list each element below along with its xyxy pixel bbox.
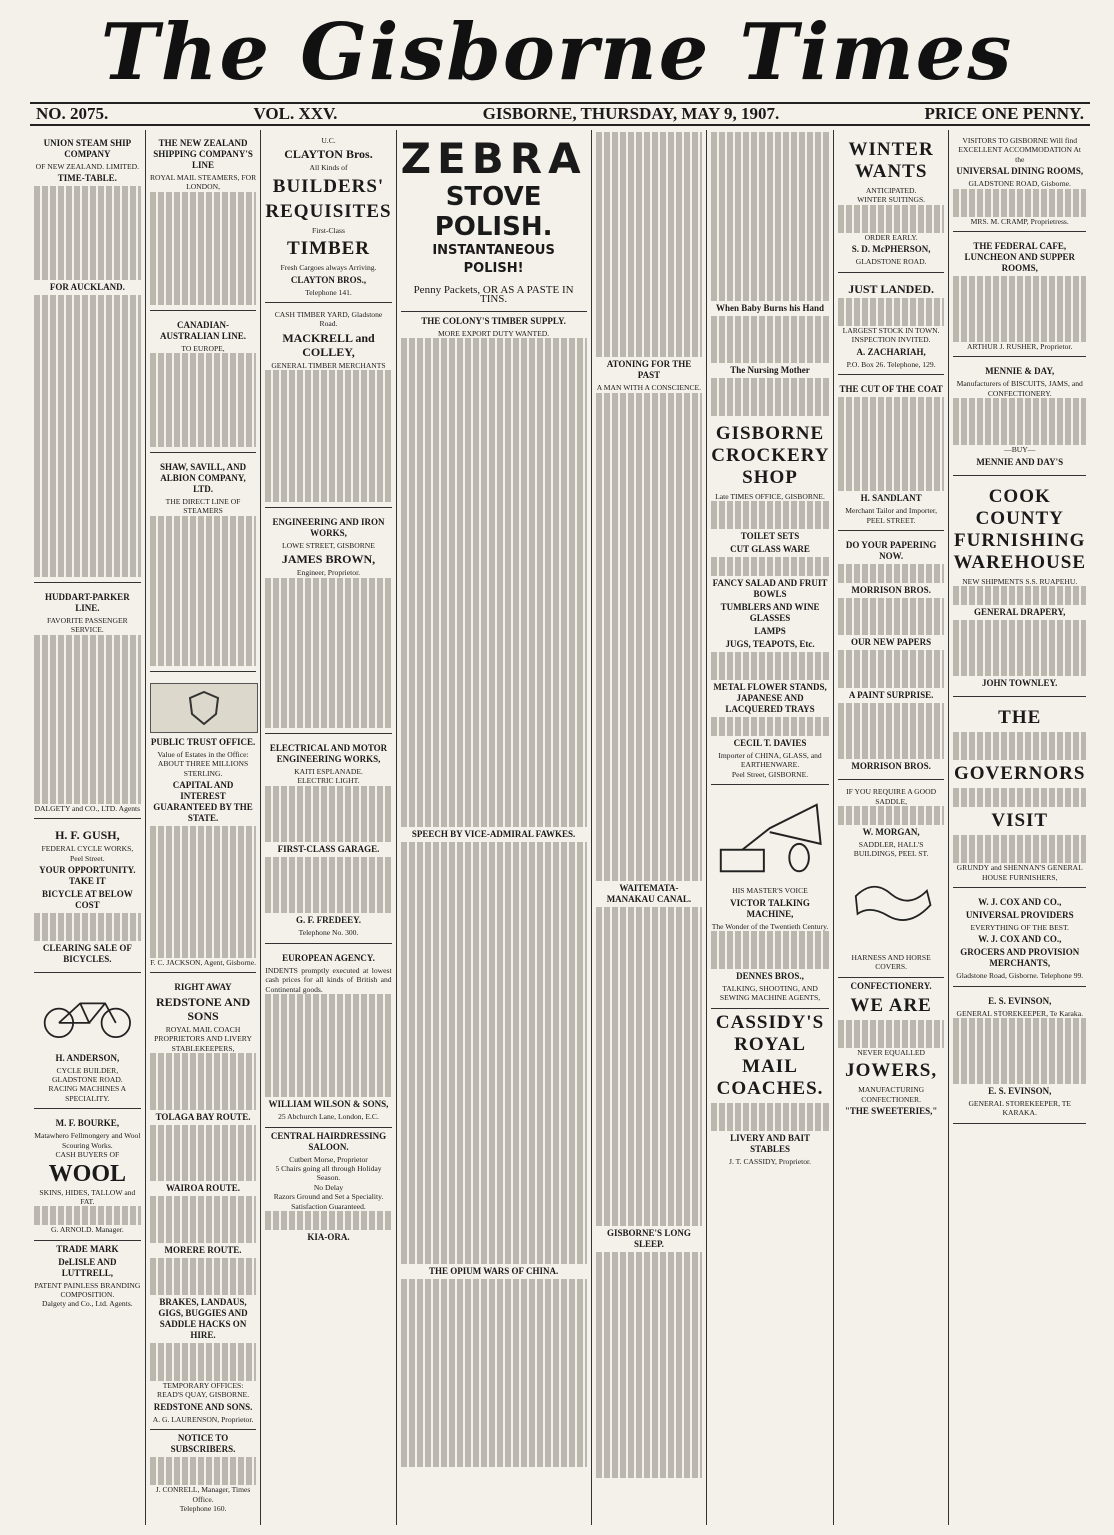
filler-text [838,650,945,688]
auckland-heading: FOR AUCKLAND. [49,282,125,293]
toilet-sets: TOILET SETS [740,531,800,542]
filler-text [711,652,828,680]
long-sleep-heading: GISBORNE'S LONG SLEEP. [607,1228,691,1250]
cox-ad [953,891,1086,987]
cox-name: W. J. COX AND CO., [978,896,1062,907]
column-1 [30,130,146,1525]
filler-text [150,826,257,957]
winter-wants-ad [838,132,945,273]
evinson-sub-2: GENERAL STOREKEEPER, TE KARAKA. [968,1098,1072,1118]
filler-text [838,205,945,233]
mennie-sign: MENNIE AND DAY'S [976,456,1064,467]
nz-shipping-ad [150,132,257,311]
filler-text [838,1020,945,1048]
evinson-name-2: E. S. EVINSON, [988,1085,1052,1096]
brakes: BRAKES, LANDAUS, GIGS, BUGGIES AND SADDLE HACKS ON HIRE. [158,1297,248,1341]
baby-heading: When Baby Burns his Hand [716,303,825,314]
timber-supply-sub: MORE EXPORT DUTY WANTED. [437,328,550,338]
we-are: WE ARE [850,994,932,1016]
governors: GOVERNORS [954,763,1086,785]
filler-text [953,835,1086,863]
wool-sub: SKINS, HIDES, TALLOW and FAT. [39,1187,136,1206]
delisle-name: DeLISLE AND LUTTRELL, [58,1256,117,1278]
filler-text [953,732,1086,760]
cox-name-2: W. J. COX AND CO., [978,934,1062,945]
fancy-salad: FANCY SALAD AND FRUIT BOWLS [712,577,828,599]
zebra-ad [401,132,587,312]
article-text [401,1279,587,1467]
penny-packets: Penny Packets, OR AS A PASTE IN TINS. [413,284,574,306]
saddle-icon [838,865,945,945]
newspaper-title: The Gisborne Times [100,7,1014,98]
filler-text [711,1103,828,1131]
harness: HARNESS AND HORSE COVERS. [851,952,931,972]
saddle: IF YOU REQUIRE A GOOD SADDLE, [846,787,937,806]
universal-dining-ad [953,132,1086,232]
evinson-sub: GENERAL STOREKEEPER, Te Karaka. [956,1008,1083,1018]
filler-text [150,1125,257,1181]
filler-text [711,931,828,969]
filler-text [34,913,141,941]
volume-number: VOL. XXV. [253,104,338,123]
atoning-heading: ATONING FOR THE PAST [606,359,692,381]
sandlant-name: H. SANDLANT [860,493,922,504]
favorite-service: FAVORITE PASSENGER SERVICE. [47,616,128,635]
column-8 [949,130,1090,1525]
huddart-parker-ad [34,586,141,819]
hairdressing-ad [265,1131,391,1243]
filler-text [34,186,141,280]
filler-text [34,295,141,577]
victor-ad [711,788,828,1009]
mennie-sub: Manufacturers of BISCUITS, JAMS, and CONFECTIONERY. [956,379,1083,398]
jowers-name: JOWERS, [845,1060,938,1082]
notice-ad [150,1433,257,1513]
zebra-title: ZEBRA [400,134,587,183]
sandlant-ad [838,378,945,531]
mennie-ad [953,360,1086,475]
dalgety-agents: Dalgety and Co., Ltd. Agents. [42,1299,133,1309]
masthead [0,0,1114,100]
electrical-heading: ELECTRICAL AND MOTOR ENGINEERING WORKS, [269,742,388,764]
issue-number: NO. 2075. [36,104,109,123]
crockery-heading: GISBORNE CROCKERY SHOP [711,422,830,488]
cassidy-sign: J. T. CASSIDY, Proprietor. [728,1156,812,1166]
gush-sub: FEDERAL CYCLE WORKS, Peel Street. [41,844,134,863]
cash-yard: CASH TIMBER YARD, Gladstone Road. [274,310,383,329]
federal-name: THE FEDERAL CAFE, LUNCHEON AND SUPPER ROOMS, [964,241,1075,274]
cramp: MRS. M. CRAMP, Proprietress. [970,216,1069,226]
crest-icon [150,683,259,733]
governors-ad [953,700,1086,888]
clearing-sale: CLEARING SALE OF BICYCLES. [42,943,132,965]
buy: —BUY— [1004,445,1036,455]
hairdressing-heading: CENTRAL HAIRDRESSING SALOON. [270,1130,387,1152]
article-text [711,378,828,416]
filler-text [838,564,945,583]
article-text [596,393,703,881]
dennes-name: DENNES BROS., [736,970,804,981]
winter-suitings: WINTER SUITINGS. [857,195,926,205]
times-telephone: Telephone 160. [179,1504,227,1514]
brown-sub: Engineer, Proprietor. [296,568,361,578]
jowers-ad [838,981,945,1117]
drapery: GENERAL DRAPERY, [974,606,1066,617]
townley: JOHN TOWNLEY. [982,678,1058,689]
right-away: RIGHT AWAY [174,981,232,992]
universal-sub: GLADSTONE ROAD, Gisborne. [968,179,1071,189]
kia-ora: KIA-ORA. [307,1231,350,1242]
article-text [596,132,703,357]
clayton-name: CLAYTON Bros. [284,147,373,162]
filler-text [953,788,1086,807]
trust-heading: PUBLIC TRUST OFFICE. [150,736,256,747]
temporary-offices: TEMPORARY OFFICES: READ'S QUAY, GISBORNE. [157,1380,250,1400]
trademark: TRADE MARK [56,1243,119,1254]
canadian-australian-ad [150,314,257,453]
filler-text [150,1258,257,1296]
wairoa-route: WAIROA ROUTE. [166,1182,241,1193]
brown-name: JAMES BROWN, [281,552,376,567]
morrison-sign: MORRISON BROS. [851,761,931,772]
sweeteries: "THE SWEETERIES," [844,1106,938,1117]
everything: EVERYTHING OF THE BEST. [970,922,1069,932]
cash-buyers: CASH BUYERS OF [55,1150,120,1160]
morrison-ad [838,534,945,780]
redstone-heading: REDSTONE AND SONS [155,994,251,1023]
sandlant-sub: Merchant Tailor and Importer, PEEL STREET. [845,506,938,525]
tolaga-route: TOLAGA BAY ROUTE. [155,1111,251,1122]
poem-text [596,1252,703,1477]
garage: FIRST-CLASS GARAGE. [277,843,380,854]
filler-text [265,786,391,842]
article-text [401,338,587,826]
arnold: G. ARNOLD. Manager. [50,1225,124,1235]
filler-text [838,598,945,636]
huddart-heading: HUDDART-PARKER LINE. [45,592,130,614]
masters-voice: HIS MASTER'S VOICE [732,886,808,896]
timber-supply-heading: THE COLONY'S TIMBER SUPPLY. [421,315,566,326]
filler-text [838,703,945,759]
metal-stands: METAL FLOWER STANDS, JAPANESE AND LACQUERED TRAYS [713,682,827,715]
confectionery: CONFECTIONERY. [850,980,932,991]
lowe-street: LOWE STREET, GISBORNE [282,540,375,550]
delisle-ad [34,1244,141,1309]
bourke-sub: Matawhero Fellmongery and Wool Scouring Works. [34,1131,141,1150]
shaw-heading: SHAW, SAVILL, AND ALBION COMPANY, LTD. [160,461,247,494]
the: THE [998,707,1042,729]
filler-text [150,1053,257,1109]
filler-text [953,620,1086,676]
article-text [596,907,703,1226]
indents: INDENTS promptly executed at lowest cash prices for all kinds of British and Continental goods. [265,965,392,994]
brown-ad [265,511,391,734]
visit: VISIT [991,810,1049,831]
davies-sub: Importer of CHINA, GLASS, and EARTHENWARE. [718,750,822,770]
cook-county: COOK COUNTY FURNISHING WAREHOUSE [953,485,1086,573]
cassidy-heading: CASSIDY'S ROYAL MAIL COACHES. [715,1011,825,1099]
bourke-ad [34,1112,141,1240]
redstone-sign: REDSTONE AND SONS. [153,1401,253,1412]
wool-heading: WOOL [48,1160,127,1187]
mcpherson-sub: GLADSTONE ROAD. [855,257,927,267]
usc-sub: OF NEW ZEALAND. LIMITED. [35,162,140,171]
filler-text [953,1018,1086,1084]
new-shipments: NEW SHIPMENTS S.S. RUAPEHU. [962,576,1078,586]
jowers-sub: MANUFACTURING CONFECTIONER. [858,1085,925,1104]
lamps: LAMPS [754,625,786,636]
dennes-sub: TALKING, SHOOTING, AND SEWING MACHINE AGENTS, [719,983,821,1003]
filler-text [838,806,945,825]
filler-text [838,397,945,491]
clayton-ad [265,132,391,303]
mackrell-name: MACKRELL and COLLEY, [282,330,375,359]
mackrell-sub: GENERAL TIMBER MERCHANTS [271,360,386,370]
mackrell-ad [265,306,391,508]
cut-coat: THE CUT OF THE COAT [839,384,943,395]
visitors: VISITORS TO GISBORNE Will find EXCELLENT ACCOMMODATION At the [958,136,1082,164]
tumblers: TUMBLERS AND WINE GLASSES [720,601,820,623]
place-date: GISBORNE, THURSDAY, MAY 9, 1907. [482,104,780,123]
article-text [401,842,587,1265]
article-text [711,132,828,301]
notice-heading: NOTICE TO SUBSCRIBERS. [170,1433,236,1455]
filler-text [34,1206,141,1225]
livery: LIVERY AND BAIT STABLES [730,1132,810,1154]
dateline [30,102,1090,126]
laurenson: A. G. LAURENSON, Proprietor. [152,1414,254,1424]
filler-text [150,1343,257,1381]
filler-text [953,586,1086,605]
trust-capital: CAPITAL AND INTEREST GUARANTEED BY THE STATE. [153,780,253,824]
column-3 [261,130,396,1525]
anticipated: ANTICIPATED. [865,186,917,195]
filler-text [838,298,945,326]
federal-cafe-ad [953,235,1086,357]
redstone-ad [150,976,257,1430]
conscience-sub: A MAN WITH A CONSCIENCE. [596,383,702,393]
anderson-name: H. ANDERSON, [55,1052,120,1063]
grundy: GRUNDY and SHENNAN'S GENERAL HOUSE FURNISHERS, [956,863,1083,882]
all-kinds: All Kinds of [309,163,348,173]
cox-sub: UNIVERSAL PROVIDERS [965,909,1074,920]
canadian-heading: CANADIAN-AUSTRALIAN LINE. [160,319,247,341]
fresh-cargoes: Fresh Cargoes always Arriving. [280,263,377,273]
shaw-savill-ad [150,456,257,672]
filler-text [711,717,828,736]
gramophone-icon [711,798,828,878]
morgan-ad [838,783,945,978]
crockery-late: Late TIMES OFFICE, GISBORNE. [715,491,825,501]
instantaneous: INSTANTANEOUS POLISH! [432,243,555,276]
filler-text [265,578,391,728]
union-steamship-ad [34,132,141,583]
papering: DO YOUR PAPERING NOW. [845,539,937,561]
fredeey-tel: Telephone No. 300. [298,928,359,938]
no-delay: No Delay [313,1182,344,1192]
ship-title: THE NEW ZEALAND SHIPPING COMPANY'S LINE [153,138,253,170]
bicycle-icon [34,984,141,1044]
waitemata-heading: WAITEMATA-MANAKAU CANAL. [606,883,692,905]
kaiti: KAITI ESPLANADE. [294,766,363,776]
cassidy-ad [711,1012,828,1167]
filler-text [953,398,1086,445]
cuthbert: Cutbert Morse, Proprietor [289,1154,368,1164]
order-early: ORDER EARLY. [864,232,918,242]
column-7 [834,130,950,1525]
morrison-name: MORRISON BROS. [851,584,931,595]
requisites: REQUISITES [265,200,392,222]
filler-text [150,1457,257,1485]
rusher: ARTHUR J. RUSHER, Proprietor. [967,341,1073,351]
wilson-sub: 25 Abchurch Lane, London, E.C. [278,1112,379,1122]
largest-stock: LARGEST STOCK IN TOWN. [842,325,940,335]
wilson-name: WILLIAM WILSON & SONS, [268,1099,389,1110]
filler-text [953,276,1086,342]
davies-name: CECIL T. DAVIES [733,737,807,748]
victor-sub: The Wonder of the Twentieth Century. [711,921,829,931]
zachariah-po: P.O. Box 26. Telephone, 129. [846,359,936,369]
electric-light: ELECTRIC LIGHT. [297,776,360,786]
price: PRICE ONE PENNY. [924,104,1084,123]
electrical-ad [265,737,391,944]
anderson-ad [34,976,141,1109]
engineering: ENGINEERING AND IRON WORKS, [272,516,385,538]
column-5 [592,130,708,1525]
anderson-sub: CYCLE BUILDER, GLADSTONE ROAD. [51,1065,123,1085]
speech-heading: SPEECH BY VICE-ADMIRAL FAWKES. [411,828,576,839]
zachariah-ad [838,276,945,375]
filler-text [265,370,391,501]
victor-name: VICTOR TALKING MACHINE, [730,897,810,919]
morere-route: MORERE ROUTE. [164,1244,242,1255]
clayton-sign: CLAYTON BROS., [290,274,367,285]
racing-machines: RACING MACHINES A SPECIALITY. [48,1084,127,1103]
european-heading: EUROPEAN AGENCY. [282,952,375,963]
filler-text [265,994,391,1097]
columns [30,130,1090,1525]
paint-surprise: A PAINT SURPRISE. [848,689,934,700]
nursing-heading: The Nursing Mother [730,364,810,375]
column-4 [397,130,592,1525]
public-trust-ad [150,675,257,973]
jugs: JUGS, TEAPOTS, Etc. [725,638,815,649]
gush-ad [34,822,141,973]
stove-polish: STOVE POLISH. [434,182,553,242]
agents: DALGETY and CO., LTD. Agents [34,803,141,813]
just-landed: JUST LANDED. [848,281,935,296]
evinson-ad [953,990,1086,1124]
mcpherson: S. D. McPHERSON, [851,244,931,255]
new-papers: OUR NEW PAPERS [851,637,932,648]
timber: TIMBER [286,238,371,260]
filler-text [953,189,1086,217]
redstone-sub: ROYAL MAIL COACH PROPRIETORS AND LIVERY STABLEKEEPERS, [154,1024,252,1053]
zachariah-name: A. ZACHARIAH, [856,346,926,357]
inspection: INSPECTION INVITED. [851,335,931,345]
gush-name: H. F. GUSH, [55,828,120,843]
royal-mail: ROYAL MAIL STEAMERS, FOR LONDON, [149,173,257,192]
mennie-name: MENNIE & DAY, [985,366,1055,377]
crockery-ad [711,416,828,786]
delisle-sub: PATENT PAINLESS BRANDING COMPOSITION. [34,1280,141,1299]
universal-name: UNIVERSAL DINING ROOMS, [956,166,1084,177]
column-2 [146,130,262,1525]
opportunity: YOUR OPPORTUNITY. TAKE IT [39,865,136,887]
filler-text [150,1196,257,1243]
filler-text [150,353,257,447]
filler-text [711,501,828,529]
morgan-name: W. MORGAN, [862,826,920,837]
cox-tel: Gladstone Road, Gisborne. Telephone 99. [956,971,1084,981]
bourke-name: M. F. BOURKE, [55,1118,120,1129]
filler-text [150,192,257,305]
winter-wants: WINTER WANTS [848,139,934,182]
jackson: F. C. JACKSON, Agent, Gisborne. [150,957,257,967]
never-equalled: NEVER EQUALLED [857,1047,925,1057]
builders: BUILDERS' [272,175,385,197]
evinson-name: E. S. EVINSON, [988,995,1052,1006]
conrell: J. CONRELL, Manager, Times Office. [155,1485,251,1504]
razors: Razors Ground and Set a Speciality. Satisfaction Guaranteed. [273,1192,384,1211]
morgan-sub: SADDLER, HALL'S BUILDINGS, PEEL ST. [853,839,929,859]
bicycle-offer: BICYCLE AT BELOW COST [42,889,133,911]
davies-address: Peel Street, GISBORNE. [731,769,809,779]
uc-mark: U.C. [321,136,336,145]
chairs: 5 Chairs going all through Holiday Season. [275,1164,382,1183]
filler-text [265,1211,391,1230]
usc-title: UNION STEAM SHIP COMPANY [43,138,132,159]
fredeey: G. F. FREDEEY. [295,915,362,926]
opium-heading: THE OPIUM WARS OF CHINA. [428,1266,559,1277]
timetable-heading: TIME-TABLE. [57,173,117,184]
direct-line: THE DIRECT LINE OF STEAMERS [165,496,241,516]
grocers: GROCERS AND PROVISION MERCHANTS, [960,947,1080,969]
europe: TO EUROPE, [181,343,225,353]
filler-text [711,557,828,576]
european-agency-ad [265,947,391,1128]
cook-county-ad [953,479,1086,698]
filler-text [150,516,257,666]
trust-sub: Value of Estates in the Office: ABOUT THREE MILLIONS STERLING. [157,749,249,778]
filler-text [265,857,391,913]
first-class: First-Class [312,225,345,235]
filler-text [34,635,141,804]
article-text [711,316,828,363]
column-6 [707,130,833,1525]
clayton-tel: Telephone 141. [305,287,352,297]
cut-glass: CUT GLASS WARE [730,544,810,555]
